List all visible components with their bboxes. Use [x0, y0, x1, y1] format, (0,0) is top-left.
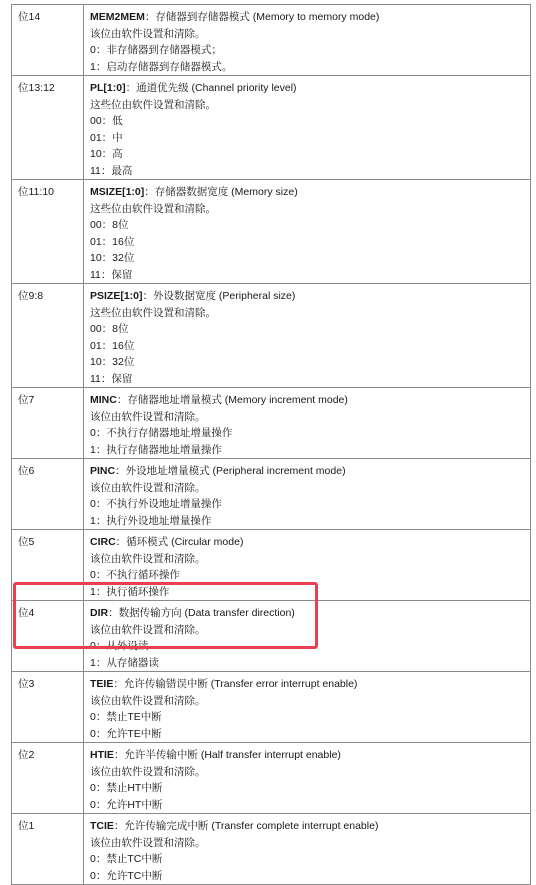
field-value-line: 0：非存储器到存储器模式； [90, 44, 222, 56]
field-description: 允许传输完成中断 (Transfer complete interrupt enable) [124, 820, 379, 832]
register-row [12, 743, 531, 814]
field-value-line: 0：禁止TE中断 [90, 711, 162, 723]
field-value-line: 0：不执行存储器地址增量操作 [90, 427, 233, 439]
bit-position-cell: 位3 [12, 672, 84, 743]
field-value-line: 1：执行存储器地址增量操作 [90, 443, 222, 456]
field-value-line: 10：32位 [90, 252, 135, 264]
register-row [12, 388, 531, 459]
field-title [90, 818, 524, 835]
field-separator: ： [116, 394, 128, 406]
field-value-line: 该位由软件设置和清除。 [90, 27, 206, 40]
bit-position-cell: 位9:8 [12, 284, 84, 388]
register-row [12, 76, 531, 180]
register-row [12, 814, 531, 885]
bit-description-cell [84, 5, 531, 76]
bit-position-cell: 位14 [12, 5, 84, 76]
bit-position-cell: 位5 [12, 530, 84, 601]
field-name: MINC [90, 394, 117, 406]
field-name: HTIE [90, 749, 114, 761]
field-description: 通道优先级 (Channel priority level) [136, 82, 297, 94]
field-description: 外设数据宽度 (Peripheral size) [153, 290, 296, 302]
register-row [12, 530, 531, 601]
field-title [90, 80, 524, 97]
bit-description-cell [84, 814, 531, 885]
field-separator: ： [115, 465, 126, 477]
field-value-line: 1：启动存储器到存储器模式。 [90, 60, 233, 73]
field-separator: ： [144, 11, 156, 23]
bit-description-cell [84, 530, 531, 601]
field-value-line: 该位由软件设置和清除。 [90, 623, 206, 636]
bit-description-cell [84, 388, 531, 459]
field-separator: ： [113, 820, 125, 832]
field-title [90, 288, 524, 305]
field-value-line: 0：不执行外设地址增量操作 [90, 498, 222, 510]
field-value-line: 11：保留 [90, 372, 133, 385]
field-separator: ： [108, 607, 119, 619]
bit-position-cell: 位2 [12, 743, 84, 814]
field-value-line: 01：16位 [90, 339, 135, 352]
field-name: PL[1:0] [90, 82, 126, 94]
field-name: PSIZE[1:0] [90, 290, 143, 302]
field-title [90, 392, 524, 409]
field-name: MEM2MEM [90, 11, 145, 23]
field-value-line: 00：低 [90, 115, 123, 127]
register-table-body [12, 5, 531, 885]
field-value-line: 01：16位 [90, 235, 135, 248]
bit-position-cell: 位7 [12, 388, 84, 459]
field-name: TCIE [90, 820, 114, 832]
field-value-line: 00：8位 [90, 219, 129, 231]
field-name: MSIZE[1:0] [90, 186, 145, 198]
bit-description-cell [84, 284, 531, 388]
bit-description-cell [84, 459, 531, 530]
field-description: 存储器数据宽度 (Memory size) [154, 186, 298, 198]
bit-position-cell: 位13:12 [12, 76, 84, 180]
bit-description-cell [84, 601, 531, 672]
field-value-line: 0：禁止TC中断 [90, 853, 163, 865]
field-value-line: 1：执行外设地址增量操作 [90, 514, 212, 527]
field-name: DIR [90, 607, 109, 619]
field-value-line: 10：高 [90, 148, 123, 160]
field-title [90, 676, 524, 693]
field-value-line: 11：保留 [90, 268, 133, 281]
field-title [90, 605, 524, 622]
field-value-line: 11：最高 [90, 164, 133, 177]
register-row [12, 180, 531, 284]
field-value-line: 该位由软件设置和清除。 [90, 765, 206, 778]
field-description: 数据传输方向 (Data transfer direction) [118, 607, 295, 619]
field-value-line: 该位由软件设置和清除。 [90, 552, 206, 565]
field-value-line: 该位由软件设置和清除。 [90, 481, 206, 494]
field-description: 允许传输错误中断 (Transfer error interrupt enable) [123, 678, 358, 690]
bit-description-cell [84, 743, 531, 814]
field-value-line: 00：8位 [90, 323, 129, 335]
field-title [90, 534, 524, 551]
field-value-line: 0：禁止HT中断 [90, 782, 163, 794]
bit-description-cell [84, 672, 531, 743]
field-value-line: 0：允许TE中断 [90, 727, 162, 740]
field-value-line: 这些位由软件设置和清除。 [90, 202, 216, 215]
field-value-line: 10：32位 [90, 356, 135, 368]
field-value-line: 1：执行循环操作 [90, 585, 170, 598]
field-separator: ： [142, 290, 154, 302]
field-separator: ： [144, 186, 155, 198]
bit-description-cell [84, 76, 531, 180]
field-description: 允许半传输中断 (Half transfer interrupt enable) [124, 749, 341, 761]
field-description: 循环模式 (Circular mode) [126, 536, 244, 548]
register-row [12, 601, 531, 672]
register-bit-table [11, 4, 531, 885]
bit-position-cell: 位4 [12, 601, 84, 672]
register-row [12, 459, 531, 530]
field-value-line: 这些位由软件设置和清除。 [90, 306, 216, 319]
field-separator: ： [113, 678, 124, 690]
field-value-line: 该位由软件设置和清除。 [90, 694, 206, 707]
field-title [90, 463, 524, 480]
bit-position-cell: 位11:10 [12, 180, 84, 284]
field-value-line: 0：不执行循环操作 [90, 569, 180, 581]
bit-position-cell: 位1 [12, 814, 84, 885]
field-title [90, 184, 524, 201]
field-name: CIRC [90, 536, 116, 548]
field-separator: ： [125, 82, 137, 94]
field-value-line: 1：从存储器读 [90, 656, 159, 669]
register-row [12, 672, 531, 743]
field-value-line: 01：中 [90, 131, 123, 144]
register-row [12, 284, 531, 388]
field-value-line: 0：允许HT中断 [90, 798, 163, 811]
field-value-line: 0：允许TC中断 [90, 869, 163, 882]
field-value-line: 该位由软件设置和清除。 [90, 410, 206, 423]
field-title [90, 747, 524, 764]
field-name: PINC [90, 465, 116, 477]
field-value-line: 该位由软件设置和清除。 [90, 836, 206, 849]
bit-position-cell: 位6 [12, 459, 84, 530]
bit-description-cell [84, 180, 531, 284]
field-value-line: 0：从外设读 [90, 640, 149, 652]
field-description: 外设地址增量模式 (Peripheral increment mode) [125, 465, 346, 477]
field-value-line: 这些位由软件设置和清除。 [90, 98, 216, 111]
field-description: 存储器到存储器模式 (Memory to memory mode) [155, 11, 380, 23]
field-title [90, 9, 524, 26]
field-separator: ： [113, 749, 125, 761]
field-separator: ： [115, 536, 127, 548]
register-row [12, 5, 531, 76]
field-name: TEIE [90, 678, 114, 690]
field-description: 存储器地址增量模式 (Memory increment mode) [127, 394, 348, 406]
